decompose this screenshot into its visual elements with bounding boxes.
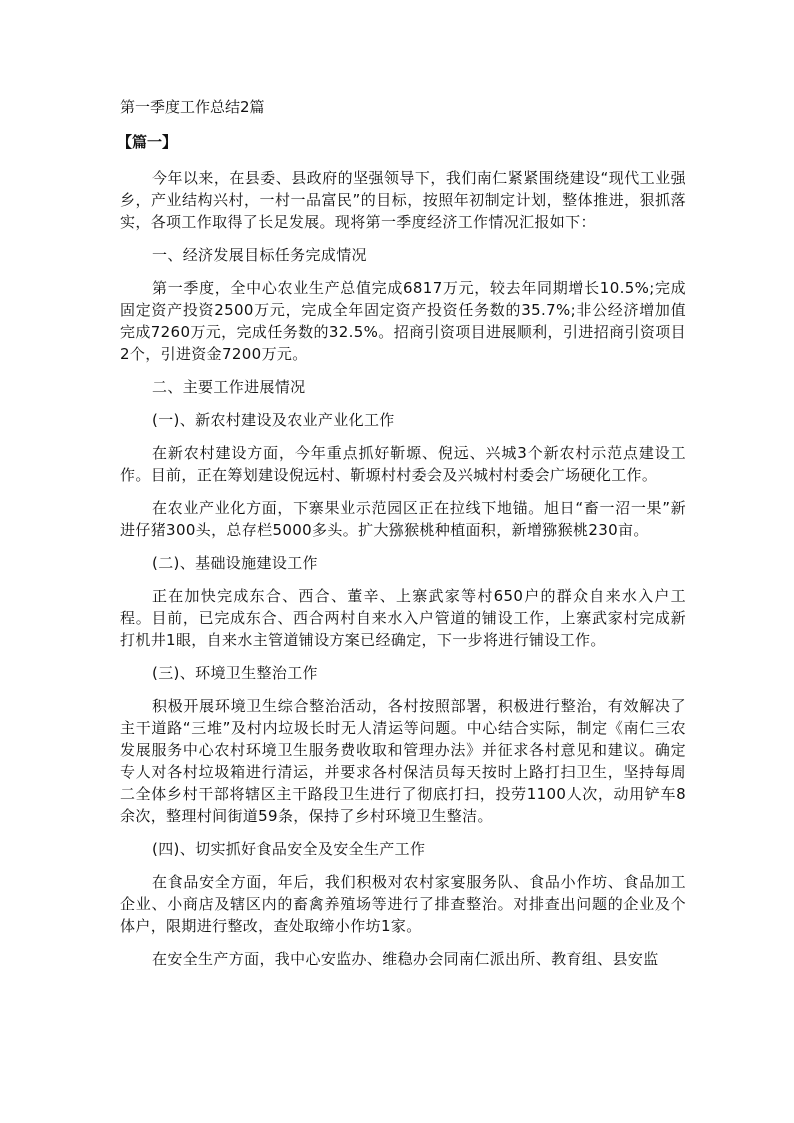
paragraph-environment: 积极开展环境卫生综合整治活动，各村按照部署，积极进行整治，有效解决了主干道路“三堆”及村内垃圾长时无人清运等问题。中心结合实际，制定《南仁三农发展服务中心农村环境卫生服务费收取和管理办法》并征求各村意见和建议。确定专人对各村垃圾箱进行清运，并要求各村保洁员每天按时上路打扫卫生，坚持每周二全体乡村干部将辖区主干路段卫生进行了彻底打扫，投劳1100人次，动用铲车8余次，整理村间街道59条，保持了乡村环境卫生整洁。: [120, 697, 686, 825]
document-title: 第一季度工作总结2篇: [120, 98, 265, 116]
paragraph-food-safety: 在食品安全方面，年后，我们积极对农村家宴服务队、食品小作坊、食品加工企业、小商店及辖区内的畜禽养殖场等进行了排查整治。对排查出问题的企业及个体户，限期进行整改，查处取缔小作坊1家。: [120, 873, 686, 935]
section-label: 【篇一】: [117, 133, 178, 151]
heading-environment: (三)、环境卫生整治工作: [152, 664, 318, 682]
paragraph-infrastructure: 正在加快完成东合、西合、董辛、上寨武家等村650户的群众自来水入户工程。目前，已完成东合、西合两村自来水入户管道的铺设工作，上寨武家村完成新打机井1眼，自来水主管道铺设方案已经确定，下一步将进行铺设工作。: [120, 587, 686, 649]
heading-food-safety: (四)、切实抓好食品安全及安全生产工作: [152, 840, 426, 858]
paragraph-agriculture-industrialization: 在农业产业化方面，下寨果业示范园区正在拉线下地锚。旭日“畜一沼一果”新进仔猪300头，总存栏5000多头。扩大猕猴桃种植面积，新增猕猴桃230亩。: [120, 499, 686, 539]
paragraph-new-countryside: 在新农村建设方面，今年重点抓好靳塬、倪远、兴城3个新农村示范点建设工作。目前，正在筹划建设倪远村、靳塬村村委会及兴城村村委会广场硬化工作。: [120, 444, 686, 484]
paragraph-production-safety: 在安全生产方面，我中心安监办、维稳办会同南仁派出所、教育组、县安监: [152, 950, 659, 968]
heading-infrastructure: (二)、基础设施建设工作: [152, 554, 318, 572]
paragraph-intro: 今年以来，在县委、县政府的坚强领导下，我们南仁紧紧围绕建设“现代工业强乡，产业结构兴村，一村一品富民”的目标，按照年初制定计划，整体推进，狠抓落实，各项工作取得了长足发展。现将第一季度经济工作情况汇报如下：: [120, 169, 686, 231]
document-body: [120, 167, 686, 981]
heading-new-countryside: (一)、新农村建设及农业产业化工作: [152, 411, 395, 429]
heading-economic-targets: 一、经济发展目标任务完成情况: [152, 246, 367, 264]
paragraph-first-quarter-figures: 第一季度，全中心农业生产总值完成6817万元，较去年同期增长10.5%;完成固定资产投资2500万元，完成全年固定资产投资任务数的35.7%;非公经济增加值完成7260万元，完成任务数的32.5%。招商引资项目进展顺利，引进招商引资项目2个，引进资金7200万元。: [120, 279, 686, 363]
heading-main-progress: 二、主要工作进展情况: [152, 378, 306, 396]
